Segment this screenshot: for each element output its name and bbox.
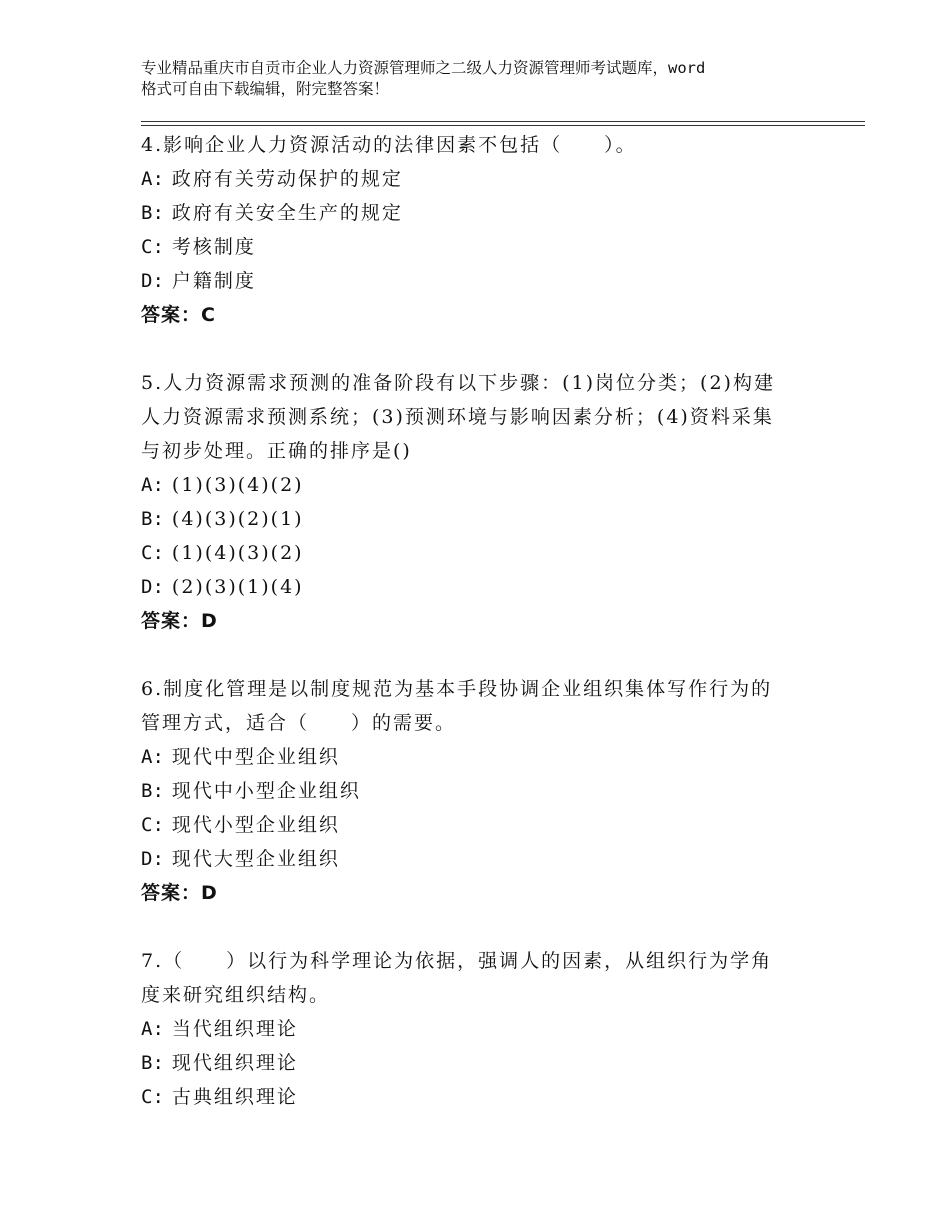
option-letter: D: (141, 848, 164, 870)
answer-option (141, 196, 821, 230)
option-letter: B: (141, 202, 164, 224)
answer-option (141, 1046, 821, 1080)
option-letter: D: (141, 270, 164, 292)
option-letter: C: (141, 814, 164, 836)
answer-option (141, 808, 821, 842)
option-text: 现代小型企业组织 (163, 814, 340, 836)
answer-option (141, 774, 821, 808)
answer-key: 答案：D (141, 610, 218, 632)
option-text: 现代中型企业组织 (163, 746, 340, 768)
answer-option (141, 468, 821, 502)
option-text: 古典组织理论 (163, 1086, 298, 1108)
header-rule-top (141, 121, 865, 122)
question-item (141, 366, 821, 638)
header-line-1: 专业精品重庆市自贡市企业人力资源管理师之二级人力资源管理师考试题库，word (141, 59, 706, 77)
option-letter: B: (141, 780, 164, 802)
answer-option (141, 740, 821, 774)
option-letter: B: (141, 508, 164, 530)
option-text: (1)(4)(3)(2) (163, 542, 304, 564)
option-letter: D: (141, 576, 164, 598)
answer-option (141, 502, 821, 536)
answer-option (141, 570, 821, 604)
option-letter: A: (141, 168, 164, 190)
question-text: 4.影响企业人力资源活动的法律因素不包括（ ）。 (141, 134, 637, 156)
header-rule-bottom (141, 125, 865, 126)
option-letter: C: (141, 542, 164, 564)
option-text: 现代组织理论 (163, 1052, 298, 1074)
answer-key: 答案：C (141, 304, 216, 326)
question-item (141, 128, 821, 332)
question-text: 6.制度化管理是以制度规范为基本手段协调企业组织集体写作行为的 (141, 678, 773, 700)
answer-option (141, 1080, 821, 1114)
option-text: 当代组织理论 (163, 1018, 298, 1040)
option-text: 政府有关安全生产的规定 (163, 202, 403, 224)
question-text: 与初步处理。正确的排序是() (141, 440, 412, 462)
header-line-2: 格式可自由下载编辑，附完整答案！ (141, 80, 390, 98)
option-text: 考核制度 (163, 236, 256, 258)
answer-option (141, 1012, 821, 1046)
question-text: 7.（ ）以行为科学理论为依据，强调人的因素，从组织行为学角 (141, 950, 773, 972)
option-text: (4)(3)(2)(1) (163, 508, 304, 530)
answer-option (141, 264, 821, 298)
question-text: 管理方式，适合（ ）的需要。 (141, 712, 457, 734)
question-item (141, 672, 821, 910)
question-text: 人力资源需求预测系统；(3)预测环境与影响因素分析；(4)资料采集 (141, 406, 774, 428)
answer-option (141, 162, 821, 196)
option-letter: A: (141, 474, 164, 496)
document-header (141, 58, 841, 100)
answer-key: 答案：D (141, 882, 218, 904)
option-letter: A: (141, 746, 164, 768)
option-text: 政府有关劳动保护的规定 (163, 168, 403, 190)
answer-option (141, 230, 821, 264)
option-letter: B: (141, 1052, 164, 1074)
option-letter: C: (141, 1086, 164, 1108)
option-letter: A: (141, 1018, 164, 1040)
option-text: (2)(3)(1)(4) (163, 576, 304, 598)
question-item (141, 944, 821, 1114)
question-list (141, 128, 821, 1148)
option-text: 现代大型企业组织 (163, 848, 340, 870)
answer-option (141, 842, 821, 876)
option-text: 现代中小型企业组织 (163, 780, 361, 802)
question-text: 5.人力资源需求预测的准备阶段有以下步骤：(1)岗位分类；(2)构建 (141, 372, 775, 394)
question-text: 度来研究组织结构。 (141, 984, 331, 1006)
option-letter: C: (141, 236, 164, 258)
answer-option (141, 536, 821, 570)
option-text: (1)(3)(4)(2) (163, 474, 304, 496)
option-text: 户籍制度 (163, 270, 256, 292)
